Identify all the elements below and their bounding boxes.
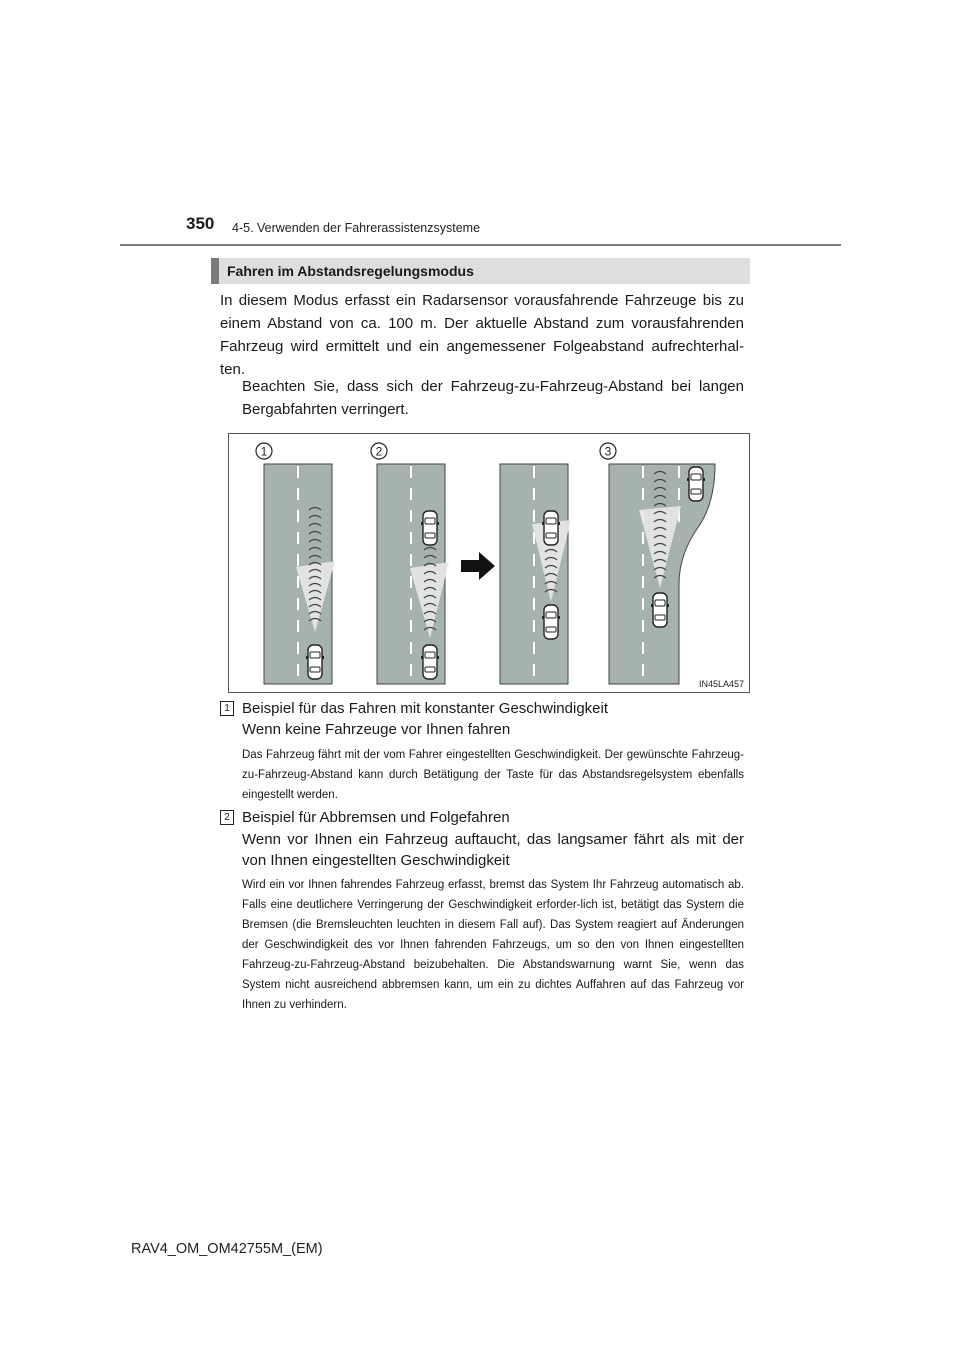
intro-paragraph: In diesem Modus erfasst ein Radarsensor vorausfahrende Fahrzeuge bis zu einem Abstand von ca. 100 m. Der aktuelle Abstand zum vorausfahrenden Fahrzeug wird ermittelt und ein angemessener Folgeabstand aufrechterhal-ten. — [220, 292, 744, 378]
chapter-title: 4-5. Verwenden der Fahrerassistenzsysteme — [232, 221, 481, 235]
item-number-1: 1 — [220, 701, 234, 716]
item-2-body: Wird ein vor Ihnen fahrendes Fahrzeug erfasst, bremst das System Ihr Fahrzeug automatisch ab. Falls eine deutlichere Verringerung der Geschwindigkeit erforder-lich ist, betätigt das System die Bremsen (die Bremsleuchten leuchten in diesem Fall auf). Das System reagiert auf Änderungen der Geschwindigkeit des vor Ihnen fahrenden Fahrzeugs, um so den von Ihnen eingestellten Fahrzeug-zu-Fahrzeug-Abstand beizubehalten. Die Abstandswarnung warnt Sie, wenn das System nicht ausreichend abbremsen kann, um ein zu dichtes Auffahren auf das Fahrzeug vor Ihnen zu verhindern. — [242, 879, 744, 1011]
svg-text:1: 1 — [260, 444, 268, 459]
item-1-body: Das Fahrzeug fährt mit der vom Fahrer eingestellten Geschwindigkeit. Der gewünschte Fahrzeug-zu-Fahrzeug-Abstand kann durch Betätigung der Taste für das Abstandsregelsystem ebenfalls eingestellt werden. — [242, 749, 744, 801]
acc-illustration — [228, 433, 750, 693]
own-car-2 — [421, 645, 439, 679]
item-number-2: 2 — [220, 810, 234, 825]
road-4 — [609, 464, 715, 684]
road-diagram — [229, 434, 749, 692]
road-2 — [377, 464, 449, 684]
item-2-subtitle: Wenn vor Ihnen ein Fahrzeug auftaucht, das langsamer fährt als mit der von Ihnen eingestellten Geschwindigkeit — [242, 831, 744, 869]
svg-text:3: 3 — [604, 444, 612, 459]
item-1-title: Beispiel für das Fahren mit konstanter Geschwindigkeit — [242, 700, 609, 717]
figure-marker-3 — [600, 443, 616, 459]
own-car-1 — [306, 645, 324, 679]
svg-text:2: 2 — [375, 444, 383, 459]
lead-car-4 — [687, 467, 705, 501]
note-paragraph: Beachten Sie, dass sich der Fahrzeug-zu-Fahrzeug-Abstand bei langen Bergabfahrten verringert. — [242, 378, 744, 418]
figure-marker-2 — [371, 443, 387, 459]
figure-marker-1 — [256, 443, 272, 459]
item-1-subtitle: Wenn keine Fahrzeuge vor Ihnen fahren — [242, 721, 511, 738]
own-car-4 — [651, 593, 669, 627]
figure-code: IN45LA457 — [698, 679, 744, 689]
lead-car-3 — [542, 511, 560, 545]
item-2-title: Beispiel für Abbremsen und Folgefahren — [242, 809, 510, 826]
transition-arrow — [461, 552, 495, 580]
lead-car-2 — [421, 511, 439, 545]
section-heading: Fahren im Abstandsregelungsmodus — [211, 258, 750, 284]
page-number: 350 — [186, 214, 215, 233]
document-id: RAV4_OM_OM42755M_(EM) — [131, 1241, 323, 1257]
header-rule — [120, 244, 841, 246]
road-3 — [500, 464, 571, 684]
road-1 — [264, 464, 335, 684]
own-car-3 — [542, 605, 560, 639]
